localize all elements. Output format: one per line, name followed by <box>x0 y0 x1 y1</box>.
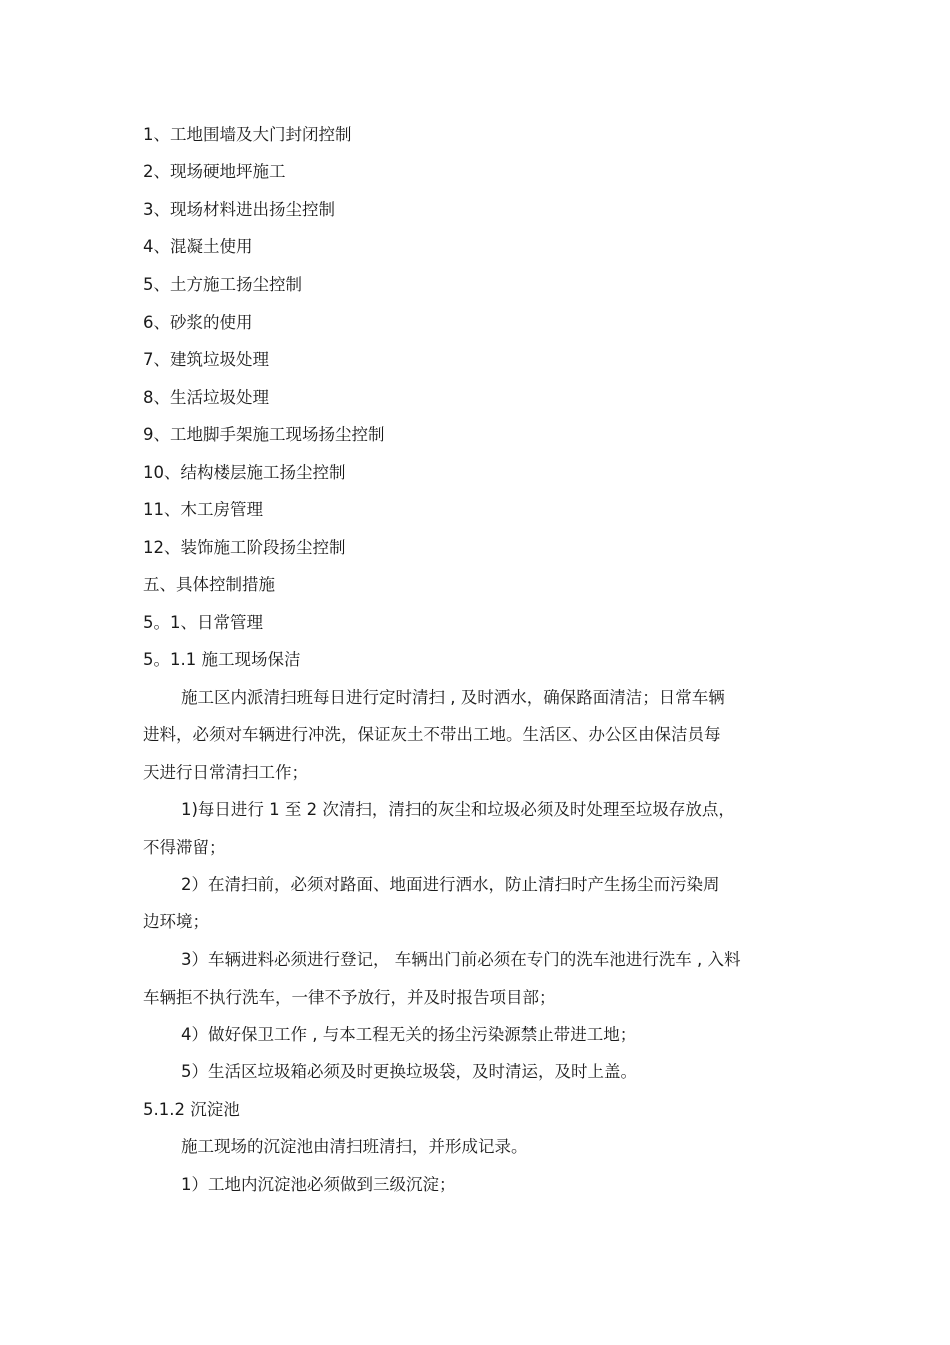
numbered-item-line: 5）生活区垃圾箱必须及时更换垃圾袋，及时清运，及时上盖。 <box>181 1062 637 1081</box>
numbered-item-line: 车辆拒不执行洗车，一律不予放行，并及时报告项目部； <box>143 988 556 1007</box>
list-item: 8、生活垃圾处理 <box>143 388 269 407</box>
numbered-item-line: 4）做好保卫工作 , 与本工程无关的扬尘污染源禁止带进工地； <box>181 1025 637 1044</box>
paragraph-line: 施工区内派清扫班每日进行定时清扫 , 及时洒水，确保路面清洁；日常车辆 <box>181 688 725 707</box>
list-item: 1、工地围墙及大门封闭控制 <box>143 125 352 144</box>
list-item: 5、土方施工扬尘控制 <box>143 275 302 294</box>
numbered-item-line: 边环境； <box>143 912 209 931</box>
section-heading: 五、具体控制措施 <box>143 575 275 594</box>
list-item: 11、木工房管理 <box>143 500 263 519</box>
list-item: 3、现场材料进出扬尘控制 <box>143 200 335 219</box>
numbered-item-line: 1）工地内沉淀池必须做到三级沉淀； <box>181 1175 456 1194</box>
list-item: 9、工地脚手架施工现场扬尘控制 <box>143 425 385 444</box>
sub-subsection-heading: 5。1.1 施工现场保洁 <box>143 650 301 669</box>
numbered-item-line: 1)每日进行 1 至 2 次清扫，清扫的灰尘和垃圾必须及时处理至垃圾存放点， <box>181 800 735 819</box>
list-item: 12、装饰施工阶段扬尘控制 <box>143 538 346 557</box>
list-item: 7、建筑垃圾处理 <box>143 350 269 369</box>
numbered-item-line: 不得滞留； <box>143 838 226 857</box>
list-item: 2、现场硬地坪施工 <box>143 162 286 181</box>
numbered-item-line: 2）在清扫前，必须对路面、地面进行洒水，防止清扫时产生扬尘而污染周 <box>181 875 720 894</box>
paragraph-line: 进料，必须对车辆进行冲洗，保证灰土不带出工地。生活区、办公区由保洁员每 <box>143 725 721 744</box>
sub-subsection-heading: 5.1.2 沉淀池 <box>143 1100 240 1119</box>
paragraph-line: 施工现场的沉淀池由清扫班清扫，并形成记录。 <box>181 1137 528 1156</box>
subsection-heading: 5。1、日常管理 <box>143 613 263 632</box>
list-item: 10、结构楼层施工扬尘控制 <box>143 463 346 482</box>
paragraph-line: 天进行日常清扫工作； <box>143 763 308 782</box>
numbered-item-line: 3）车辆进料必须进行登记， 车辆出门前必须在专门的洗车池进行洗车 , 入料 <box>181 950 741 969</box>
list-item: 4、混凝土使用 <box>143 237 253 256</box>
list-item: 6、砂浆的使用 <box>143 313 253 332</box>
